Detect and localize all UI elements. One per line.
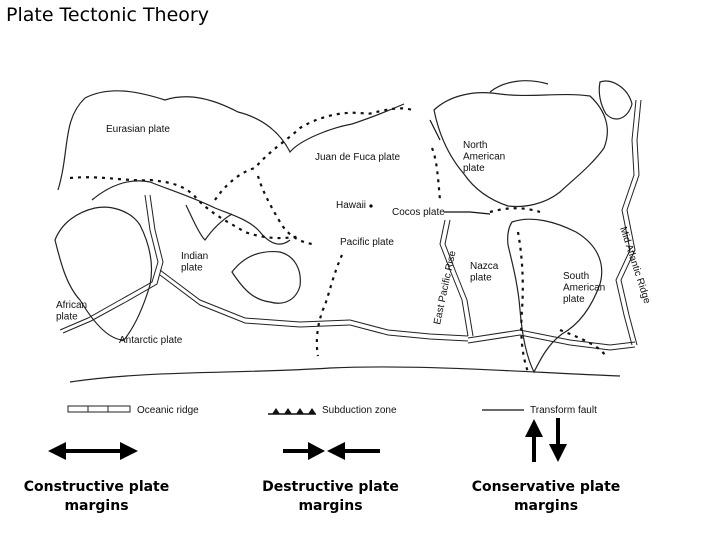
label-east-pacific-rise: East Pacific Rise xyxy=(432,249,459,326)
legend-transform-fault xyxy=(482,405,597,416)
constructive-arrow xyxy=(48,442,138,460)
label-pacific-plate: Pacific plate xyxy=(340,237,394,248)
label-south-american-plate: South American plate xyxy=(563,271,606,305)
label-mid-atlantic-ridge: Mid Atlantic Ridge xyxy=(617,225,653,306)
label-cocos-plate: Cocos plate xyxy=(392,207,445,218)
conservative-margins-caption xyxy=(462,478,630,516)
oceanic-ridges xyxy=(60,100,641,350)
constructive-margins-caption xyxy=(14,478,179,516)
constructive-caption-line: Constructive plate margins xyxy=(23,479,170,514)
label-eurasian-plate: Eurasian plate xyxy=(106,124,170,135)
legend-subduction-zone-label: Subduction zone xyxy=(322,405,397,416)
map-labels xyxy=(56,124,652,346)
label-nazca-plate: Nazca plate xyxy=(470,261,499,284)
legend-subduction-zone xyxy=(268,405,397,416)
destructive-caption-line: Destructive plate margins xyxy=(262,479,399,514)
page-title: Plate Tectonic Theory xyxy=(6,4,209,26)
subduction-zones xyxy=(70,108,605,372)
conservative-caption-line: Conservative plate margins xyxy=(471,479,621,514)
margin-arrows xyxy=(48,418,567,462)
label-african-plate: African plate xyxy=(56,300,88,323)
conservative-arrow xyxy=(525,418,567,462)
hawaii-dot xyxy=(369,204,372,207)
destructive-arrow xyxy=(283,442,380,460)
label-antarctic-plate: Antarctic plate xyxy=(119,335,183,346)
label-indian-plate: Indian plate xyxy=(181,251,209,274)
label-north-american-plate: North American plate xyxy=(463,140,506,174)
destructive-margins-caption xyxy=(248,478,413,516)
label-hawaii: Hawaii xyxy=(336,200,367,211)
map-legend xyxy=(68,405,597,416)
legend-oceanic-ridge-label: Oceanic ridge xyxy=(137,405,199,416)
legend-transform-fault-label: Transform fault xyxy=(530,405,597,416)
label-juan-de-fuca-plate: Juan de Fuca plate xyxy=(315,152,401,163)
legend-oceanic-ridge xyxy=(68,405,199,416)
